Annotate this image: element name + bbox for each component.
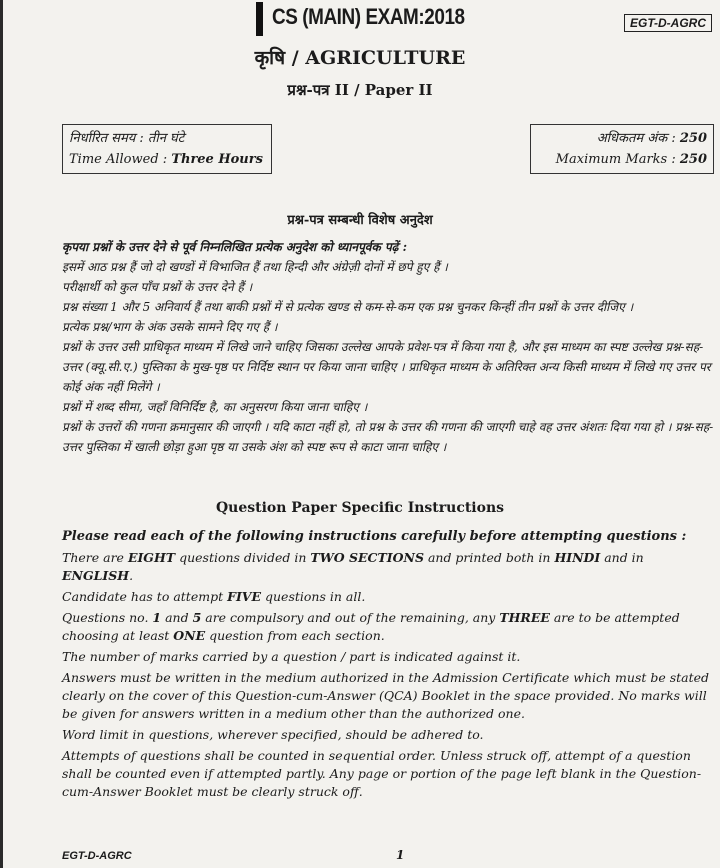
hindi-instruction-item: प्रश्नों के उत्तरों की गणना क्रमानुसार की जाएगी । यदि काटा नहीं हो, तो प्रश्न के उत्तर की गणना की जाएगी चाहे वह उत्तर अंशतः दिया गया हो । प्रश्न-सह-उत्तर पुस्तिका में खाली छोड़ा हुआ पृष्ठ या उसके अंश को स्पष्ट रूप से काटा जाना चाहिए । — [62, 420, 714, 454]
paper-code-box: EGT-D-AGRC — [624, 14, 712, 32]
time-allowed-english — [69, 149, 265, 170]
exam-title: CS (MAIN) EXAM:2018 — [272, 4, 465, 29]
text-run: Questions no. — [62, 610, 153, 625]
text-run: are compulsory and out of the remaining, any — [201, 610, 500, 625]
maximum-marks-english — [537, 149, 707, 170]
english-instruction-item-3 — [62, 609, 718, 645]
text-run: . — [129, 568, 134, 583]
maximum-marks-box — [530, 124, 714, 174]
binding-edge — [0, 0, 3, 868]
emphasis: ENGLISH — [62, 568, 130, 583]
hindi-instruction-item: इसमें आठ प्रश्न हैं जो दो खण्डों में विभाजित हैं तथा हिन्दी और अंग्रेज़ी दोनों में छपे हुए हैं । — [62, 260, 448, 274]
text-run: Candidate has to attempt — [62, 589, 228, 604]
emphasis: 5 — [192, 610, 202, 625]
text-run: and — [161, 610, 193, 625]
hindi-instruction-item: प्रश्नों में शब्द सीमा, जहाँ विनिर्दिष्ट है, का अनुसरण किया जाना चाहिए । — [62, 400, 368, 414]
text-run: and printed both in — [423, 550, 555, 565]
hindi-instruction-item: प्रत्येक प्रश्न/भाग के अंक उसके सामने दिए गए हैं । — [62, 320, 278, 334]
page-number: 1 — [396, 848, 405, 862]
paper-title: प्रश्न-पत्र II / Paper II — [287, 81, 433, 99]
time-allowed-label: Time Allowed : — [69, 152, 172, 167]
text-run: questions divided in — [175, 550, 311, 565]
hindi-instruction-item: प्रश्नों के उत्तर उसी प्राधिकृत माध्यम में लिखे जाने चाहिए जिसका उल्लेख आपके प्रवेश-पत्र में किया गया है, और इस माध्यम का स्पष्ट उल्लेख प्रश्न-सह-उत्तर (क्यू.सी.ए.) पुस्तिका के मुख-पृष्ठ पर निर्दिष्ट स्थान पर किया जाना चाहिए । प्राधिकृत माध्यम के अतिरिक्त अन्य किसी माध्यम में लिखे गए उत्तर पर कोई अंक नहीं मिलेंगे । — [62, 340, 711, 394]
english-instruction-item-5: Answers must be written in the medium authorized in the Admission Certificate which must be stated clearly on the cover of this Question-cum-Answer (QCA) Booklet in the space provided. No marks will be given for answers written in a medium other than the authorized one. — [62, 670, 710, 721]
emphasis: HINDI — [554, 550, 601, 565]
emphasis: EIGHT — [127, 550, 176, 565]
english-instructions-lead: Please read each of the following instructions carefully before attempting questions : — [62, 529, 687, 544]
text-run: and in — [600, 550, 644, 565]
emphasis: 1 — [152, 610, 162, 625]
maximum-marks-hindi — [537, 128, 707, 149]
time-allowed-box — [62, 124, 272, 174]
maximum-marks-hindi-value: 250 — [679, 131, 707, 146]
maximum-marks-hindi-label: अधिकतम अंक : — [596, 131, 680, 146]
text-run: are to be attempted choosing at least — [62, 610, 680, 643]
footer-paper-code: EGT-D-AGRC — [62, 850, 132, 862]
emphasis: FIVE — [227, 589, 262, 604]
maximum-marks-value: 250 — [679, 152, 707, 167]
hindi-instruction-item: परीक्षार्थी को कुल पाँच प्रश्नों के उत्तर देने हैं । — [62, 280, 253, 294]
english-instruction-item-4: The number of marks carried by a question / part is indicated against it. — [62, 649, 521, 664]
text-run: There are — [62, 550, 128, 565]
text-run: question from each section. — [205, 628, 385, 643]
emphasis: THREE — [499, 610, 550, 625]
hindi-instructions — [62, 237, 720, 457]
english-instruction-item-7: Attempts of questions shall be counted in sequential order. Unless struck off, attempt of a question shall be counted even if attempted partly. Any page or portion of the page left blank in the Question-cum-Answer Booklet must be clearly struck off. — [62, 748, 702, 799]
exam-title-bar — [256, 2, 263, 36]
time-allowed-hindi: निर्धारित समय : तीन घंटे — [69, 131, 185, 146]
english-instruction-item-2 — [62, 588, 718, 606]
english-instruction-item-6: Word limit in questions, wherever specified, should be adhered to. — [62, 727, 484, 742]
emphasis: TWO SECTIONS — [310, 550, 424, 565]
text-run: questions in all. — [261, 589, 366, 604]
english-instructions — [62, 528, 718, 801]
hindi-instructions-heading: प्रश्न-पत्र सम्बन्धी विशेष अनुदेश — [287, 213, 433, 228]
hindi-instruction-item: प्रश्न संख्या 1 और 5 अनिवार्य हैं तथा बाकी प्रश्नों में से प्रत्येक खण्ड से कम-से-कम एक प्रश्न चुनकर किन्हीं तीन प्रश्नों के उत्तर दीजिए । — [62, 300, 634, 314]
hindi-instructions-lead: कृपया प्रश्नों के उत्तर देने से पूर्व निम्नलिखित प्रत्येक अनुदेश को ध्यानपूर्वक पढ़ें : — [62, 240, 408, 254]
english-instruction-item-1 — [62, 549, 718, 585]
time-allowed-value: Three Hours — [171, 152, 263, 167]
english-instructions-heading: Question Paper Specific Instructions — [215, 500, 505, 516]
maximum-marks-label: Maximum Marks : — [555, 152, 680, 167]
subject-title: कृषि / AGRICULTURE — [254, 47, 466, 69]
emphasis: ONE — [173, 628, 206, 643]
